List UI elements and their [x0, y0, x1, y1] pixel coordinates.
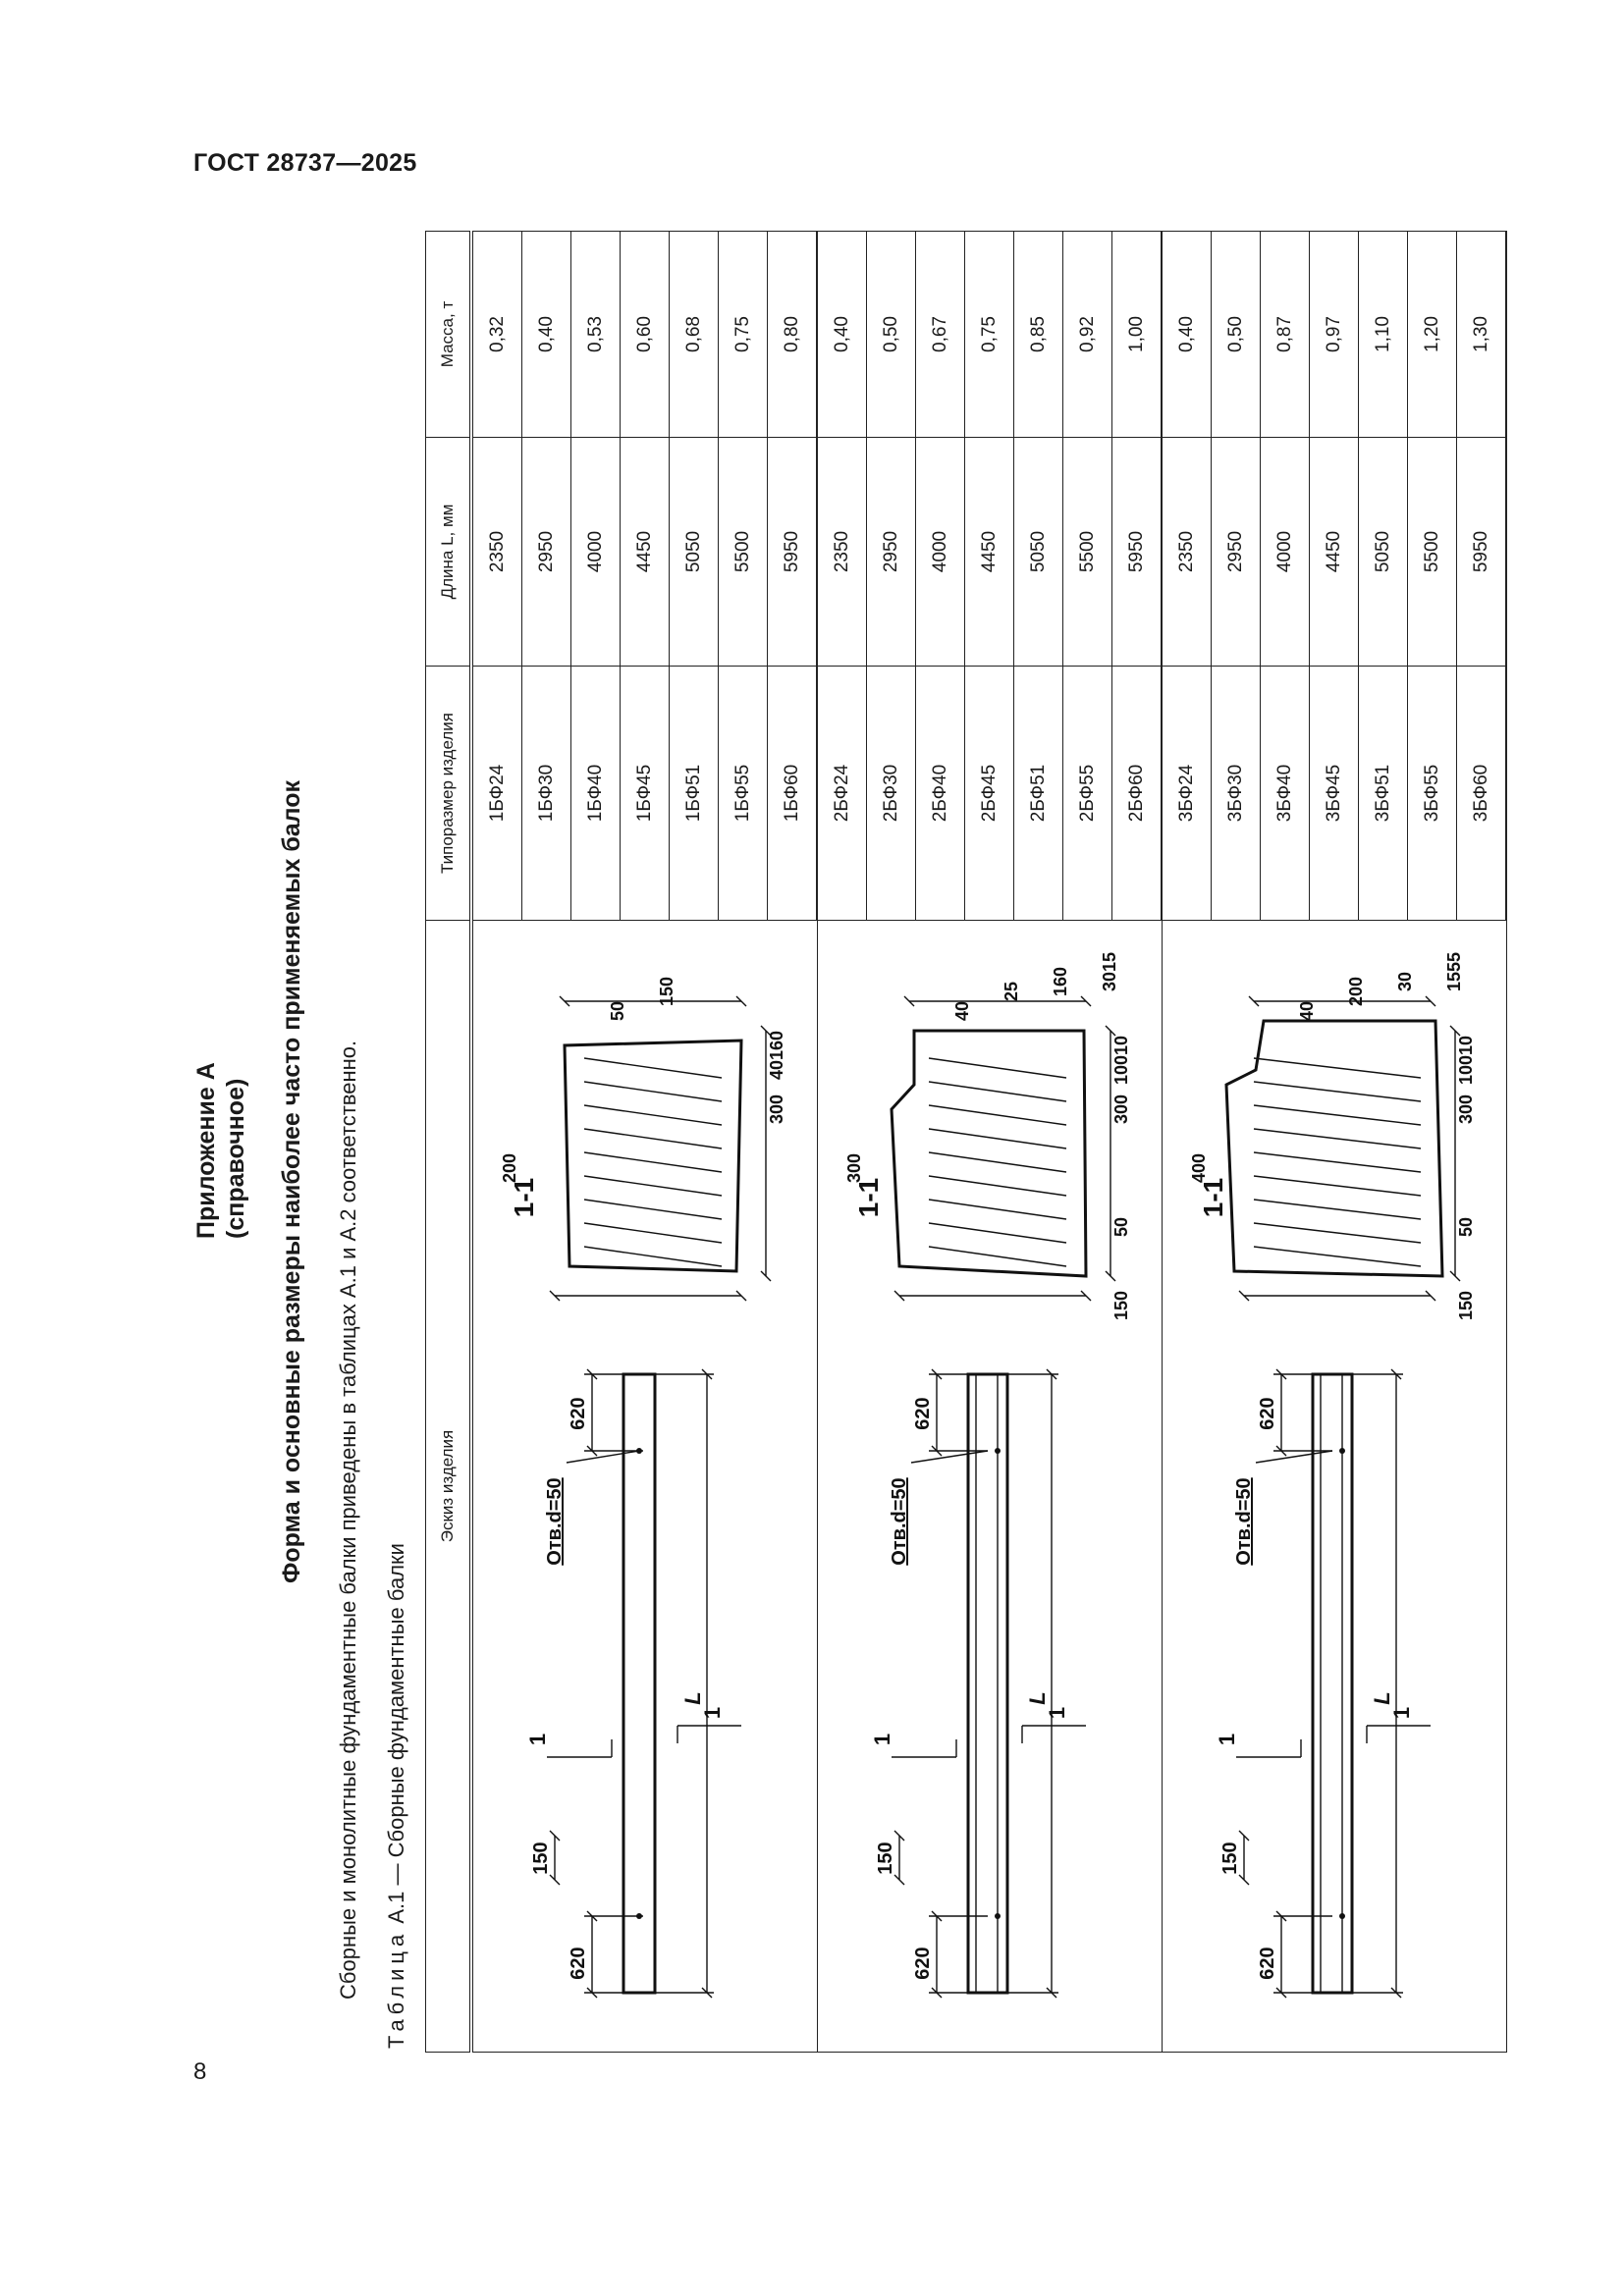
appendix-subtitle: (справочное) [222, 1078, 249, 1239]
section-dim: 100 [1456, 1054, 1476, 1086]
table-body [471, 232, 1506, 2053]
mass-cell: 0,68 [670, 232, 719, 438]
section-mark-bottom: 1 [700, 1706, 726, 1720]
product-code-cell: 1БФ60 [768, 667, 818, 921]
length-cell: 4450 [1310, 438, 1359, 667]
product-code-cell: 2БФ45 [965, 667, 1014, 921]
section-dim: 10 [1456, 1035, 1476, 1056]
section-dim: 150 [657, 976, 677, 1007]
product-code-cell: 3БФ55 [1408, 667, 1457, 921]
product-code-cell: 1БФ45 [621, 667, 670, 921]
product-code-cell: 2БФ55 [1063, 667, 1112, 921]
product-code-cell: 3БФ45 [1310, 667, 1359, 921]
section-title: 1-1 [1198, 1177, 1228, 1218]
header-code: Типоразмер изделия [426, 667, 472, 921]
product-code-cell: 1БФ51 [670, 667, 719, 921]
section-outline [892, 1031, 1086, 1276]
mass-cell: 0,85 [1014, 232, 1063, 438]
beams-table-container [425, 236, 1500, 2053]
mass-cell: 0,75 [719, 232, 768, 438]
product-code-cell: 2БФ40 [916, 667, 965, 921]
section-dim: 30 [1395, 971, 1415, 992]
beam-sketch [476, 921, 813, 2052]
section-dim: 50 [1456, 1216, 1476, 1238]
product-code-cell: 3БФ51 [1359, 667, 1408, 921]
length-cell: 4000 [916, 438, 965, 667]
product-code-cell: 3БФ24 [1162, 667, 1212, 921]
header-mass: Масса, т [426, 232, 472, 438]
length-cell: 5500 [1408, 438, 1457, 667]
dim-150: 150 [875, 1842, 896, 1875]
section-dim: 50 [608, 1000, 628, 1022]
section-dim: 160 [767, 1030, 787, 1061]
beam-outline [1313, 1374, 1352, 1993]
length-cell: 5050 [1014, 438, 1063, 667]
dim-150: 150 [1219, 1842, 1241, 1875]
section-dim: 15 [1444, 971, 1464, 992]
beam-outline [968, 1374, 1007, 1993]
table-caption-prefix: Таблица [384, 1929, 408, 2049]
mass-cell: 0,92 [1063, 232, 1112, 438]
beams-table [425, 231, 1507, 2053]
length-label: L [1025, 1691, 1050, 1705]
length-label: L [1370, 1691, 1394, 1705]
mass-cell: 0,87 [1261, 232, 1310, 438]
section-mark-bottom: 1 [1045, 1706, 1069, 1720]
appendix-heading: Форма и основные размеры наиболее часто применяемых балок [278, 779, 305, 1583]
product-code-cell: 3БФ60 [1457, 667, 1507, 921]
mass-cell: 0,97 [1310, 232, 1359, 438]
mass-cell: 1,30 [1457, 232, 1507, 438]
section-dim: 25 [1001, 981, 1021, 1002]
product-code-cell: 1БФ30 [522, 667, 571, 921]
mass-cell: 1,20 [1408, 232, 1457, 438]
beam-sketch [821, 921, 1158, 2052]
beam-sketch [1165, 921, 1502, 2052]
section-dim: 10 [1111, 1035, 1131, 1056]
section-dim: 50 [1111, 1216, 1131, 1238]
product-code-cell: 1БФ24 [471, 667, 522, 921]
section-dim: 40 [767, 1059, 787, 1081]
length-cell: 4450 [965, 438, 1014, 667]
sketch-cell [817, 921, 1162, 2053]
header-sketch: Эскиз изделия [426, 921, 472, 2053]
dim-620-right: 620 [568, 1397, 590, 1430]
length-cell: 5950 [1457, 438, 1507, 667]
section-dim: 55 [1444, 951, 1464, 973]
product-code-cell: 2БФ24 [817, 667, 867, 921]
length-cell: 2950 [522, 438, 571, 667]
intro-paragraph: Сборные и монолитные фундаментные балки приведены в таблицах А.1 и А.2 соответственно. [336, 1040, 360, 2000]
length-label: L [680, 1691, 706, 1705]
product-code-cell: 2БФ30 [867, 667, 916, 921]
section-title: 1-1 [853, 1177, 884, 1218]
section-dim: 40 [952, 1000, 972, 1022]
length-cell: 4000 [571, 438, 621, 667]
section-dim: 100 [1111, 1054, 1131, 1086]
dim-620-left: 620 [568, 1947, 590, 1980]
length-cell: 4000 [1261, 438, 1310, 667]
mass-cell: 0,67 [916, 232, 965, 438]
section-dim: 300 [767, 1094, 787, 1125]
length-cell: 2350 [817, 438, 867, 667]
mass-cell: 0,60 [621, 232, 670, 438]
mass-cell: 0,40 [817, 232, 867, 438]
section-dim: 300 [1456, 1094, 1476, 1125]
table-header-row [426, 232, 472, 2053]
section-mark-bottom: 1 [1389, 1706, 1414, 1720]
length-cell: 5500 [719, 438, 768, 667]
mass-cell: 0,53 [571, 232, 621, 438]
dim-620-right: 620 [1257, 1397, 1278, 1430]
mass-cell: 0,40 [1162, 232, 1212, 438]
header-length: Длина L, мм [426, 438, 472, 667]
table-row [471, 232, 522, 2053]
mass-cell: 0,50 [867, 232, 916, 438]
product-code-cell: 1БФ40 [571, 667, 621, 921]
section-dim: 15 [1100, 951, 1119, 973]
length-cell: 2950 [1212, 438, 1261, 667]
section-title: 1-1 [509, 1177, 540, 1218]
mass-cell: 0,80 [768, 232, 818, 438]
hole-marker [995, 1448, 1001, 1454]
document-code: ГОСТ 28737—2025 [193, 149, 417, 177]
table-row [1162, 232, 1212, 2053]
section-mark-top: 1 [525, 1733, 551, 1746]
dim-620-right: 620 [912, 1397, 934, 1430]
mass-cell: 0,75 [965, 232, 1014, 438]
hole-label: Отв.d=50 [889, 1477, 910, 1566]
length-cell: 5050 [1359, 438, 1408, 667]
hole-label: Отв.d=50 [1233, 1477, 1255, 1566]
sketch-cell [471, 921, 817, 2053]
section-dim: 150 [1111, 1290, 1131, 1321]
section-dim: 200 [1346, 976, 1366, 1007]
section-dim: 200 [500, 1152, 520, 1184]
section-dim: 300 [844, 1152, 864, 1184]
table-caption-text: А.1 — Сборные фундаментные балки [384, 1543, 408, 1930]
section-mark-top: 1 [1215, 1733, 1239, 1746]
dim-150: 150 [530, 1842, 553, 1875]
section-dim: 300 [1111, 1094, 1131, 1125]
length-cell: 5050 [670, 438, 719, 667]
section-dim: 400 [1189, 1152, 1209, 1184]
product-code-cell: 3БФ40 [1261, 667, 1310, 921]
dim-620-left: 620 [1257, 1947, 1278, 1980]
mass-cell: 0,40 [522, 232, 571, 438]
section-dim: 30 [1100, 971, 1119, 992]
section-dim: 160 [1051, 966, 1070, 997]
hole-marker [636, 1913, 642, 1919]
length-cell: 5950 [768, 438, 818, 667]
section-outline [565, 1041, 741, 1271]
hole-marker [995, 1913, 1001, 1919]
length-cell: 2350 [1162, 438, 1212, 667]
product-code-cell: 3БФ30 [1212, 667, 1261, 921]
mass-cell: 1,10 [1359, 232, 1408, 438]
length-cell: 2350 [471, 438, 522, 667]
mass-cell: 0,50 [1212, 232, 1261, 438]
appendix-title: Приложение А [192, 1062, 220, 1239]
page-number: 8 [193, 2058, 207, 2085]
section-dim: 40 [1297, 1000, 1317, 1022]
hole-marker [1339, 1913, 1345, 1919]
product-code-cell: 2БФ51 [1014, 667, 1063, 921]
product-code-cell: 1БФ55 [719, 667, 768, 921]
length-cell: 4450 [621, 438, 670, 667]
product-code-cell: 2БФ60 [1112, 667, 1163, 921]
length-cell: 2950 [867, 438, 916, 667]
section-mark-top: 1 [870, 1733, 894, 1746]
section-dim: 150 [1456, 1290, 1476, 1321]
beam-outline [623, 1374, 655, 1993]
dim-620-left: 620 [912, 1947, 934, 1980]
table-row [817, 232, 867, 2053]
length-cell: 5500 [1063, 438, 1112, 667]
mass-cell: 1,00 [1112, 232, 1163, 438]
hole-marker [1339, 1448, 1345, 1454]
mass-cell: 0,32 [471, 232, 522, 438]
length-cell: 5950 [1112, 438, 1163, 667]
hole-label: Отв.d=50 [544, 1477, 567, 1566]
table-caption [386, 1543, 407, 2049]
sketch-cell [1162, 921, 1506, 2053]
